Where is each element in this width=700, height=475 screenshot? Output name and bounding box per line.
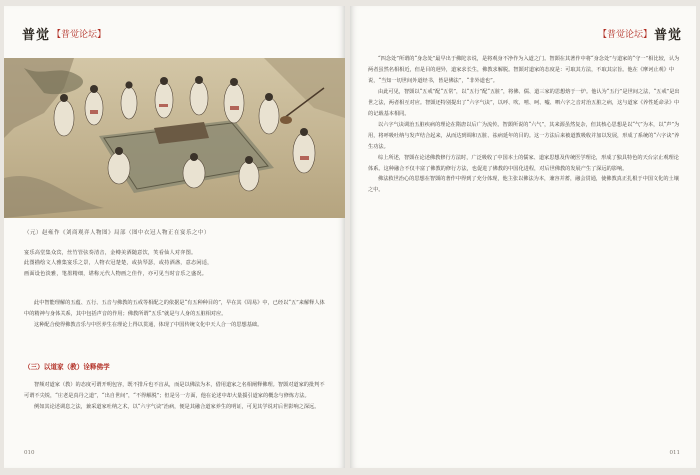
paragraph: 智频对道家（教）的态度可谓开明包容，既不排斥也不盲从，而是以佛法为本，借用道家之名相阐释佛理。智顗对道家的批判不可谓不尖锐，“庄老是真丹之道”，“出自世间”，“不得解脱”；但是另一方面，他在论述中却大量援引道家的概念与修炼方法。 <box>24 382 325 399</box>
paragraph: 例如其论述调息之法，兼采道家吐纳之术，以“六字气诀”治病，便是其融合道家养生的明证，可见其学说对后世影响之深远。 <box>34 403 320 410</box>
paragraph: “四念处”所谓的“身念处”最早出于佛陀亲说，是将观身不净作为入道之门。智顗在其著作中将“身念处”与道家的“守一”相比较，认为两者虽然名相相近，但是目的迥异，道家求长生，佛教求解脱。智顗对道家的态度是：可取其方法，不取其宗旨。他在《摩诃止观》中说，“当知一切世间外道经书，皆是佛法”，“非外道也”。 <box>368 56 680 84</box>
painting-image <box>4 58 345 218</box>
paragraph: 此中智能理解的五蕴、五行、五音与佛教的五戒等相配之的依据是“有五种种目的”，早在其《周易》中，已经以“五”来解释人体中的精神与身体关系，其中包括声音的作用；佛教所谓“五乐”就是与人身的五脏相对应。 <box>24 300 325 317</box>
column-title: 【普觉论坛】 <box>597 30 652 40</box>
brand-logo: 普觉 <box>22 28 51 43</box>
right-header-brand <box>598 24 682 43</box>
poem-block <box>24 248 329 279</box>
right-body-text <box>368 54 680 196</box>
brand-logo: 普觉 <box>653 28 682 43</box>
paragraph: 以六字气诀调治五脏疾病的理论在隋唐以后广为流传。智顗所说的“六气”，其来源虽然复杂，但其核心思想是以“气”为本，以“声”为用，将呼吸吐纳与发声结合起来，从而达到调和五脏、祛病延年的目的。这一方法后来被道教吸收并加以发展，形成了系统的“六字诀”养生功法。 <box>368 121 680 150</box>
column-title: 【普觉论坛】 <box>52 30 107 40</box>
paragraph: 这种配合使得佛教音乐与中医养生在理论上得以贯通，体现了中国传统文化中天人合一的思想基础。 <box>34 321 263 328</box>
poem-line: 宴乐高堂集众宾，丝竹管弦奏清音，金樽美酒随意饮，笑看仙人对弈图。 <box>24 250 197 256</box>
paragraph: 由此可见，智顗以“五戒”配“五常”，以“五行”配“五脏”，将佛、儒、道三家的思想熔于一炉。他认为“五行”是世间之法，“五戒”是出世之法，两者相互对应。智顗还特别提出了“六字气诀”，以呼、吹、嘻、呵、嘘、呬六字之音对治五脏之病，这与道家《养性延命录》中的记载基本相同。 <box>368 88 680 117</box>
paragraph: 综上所述，智顗在论述佛教修行方法时，广泛吸收了中国本土的儒家、道家思想及传统医学理论，形成了独具特色的天台宗止观理论体系。这种融合不仅丰富了佛教的修行方法，也促进了佛教的中国化进程，对后世佛教的发展产生了深远的影响。 <box>368 154 679 172</box>
left-body-text <box>24 298 329 330</box>
left-body-text-2 <box>24 380 329 412</box>
figure-caption: （元）赵雍作《刘商观弈人物图》局部（图中衣冠人物正在宴乐之中） <box>24 230 211 236</box>
page-number-left: 010 <box>24 450 35 456</box>
left-header-brand <box>22 24 106 43</box>
paragraph: 佛法救世治心的思想在智顗的著作中得到了充分体现，他主张以佛法为本，兼容并蓄，融会贯通，使佛教真正扎根于中国文化的土壤之中。 <box>368 176 679 194</box>
poem-line: 画面设色淡雅，笔墨精细，堪称元代人物画之佳作，亦可见当时音乐之盛况。 <box>24 270 208 277</box>
section-heading: （三）以道家（教）诠释佛学 <box>24 363 110 371</box>
poem-line: 此图描绘文人雅集宴乐之景，人物衣冠楚楚，或执琴瑟，或持酒盏，意态闲适， <box>24 260 213 267</box>
painting-illustration <box>4 58 345 218</box>
left-page <box>4 6 345 468</box>
page-number-right: 011 <box>669 450 680 456</box>
